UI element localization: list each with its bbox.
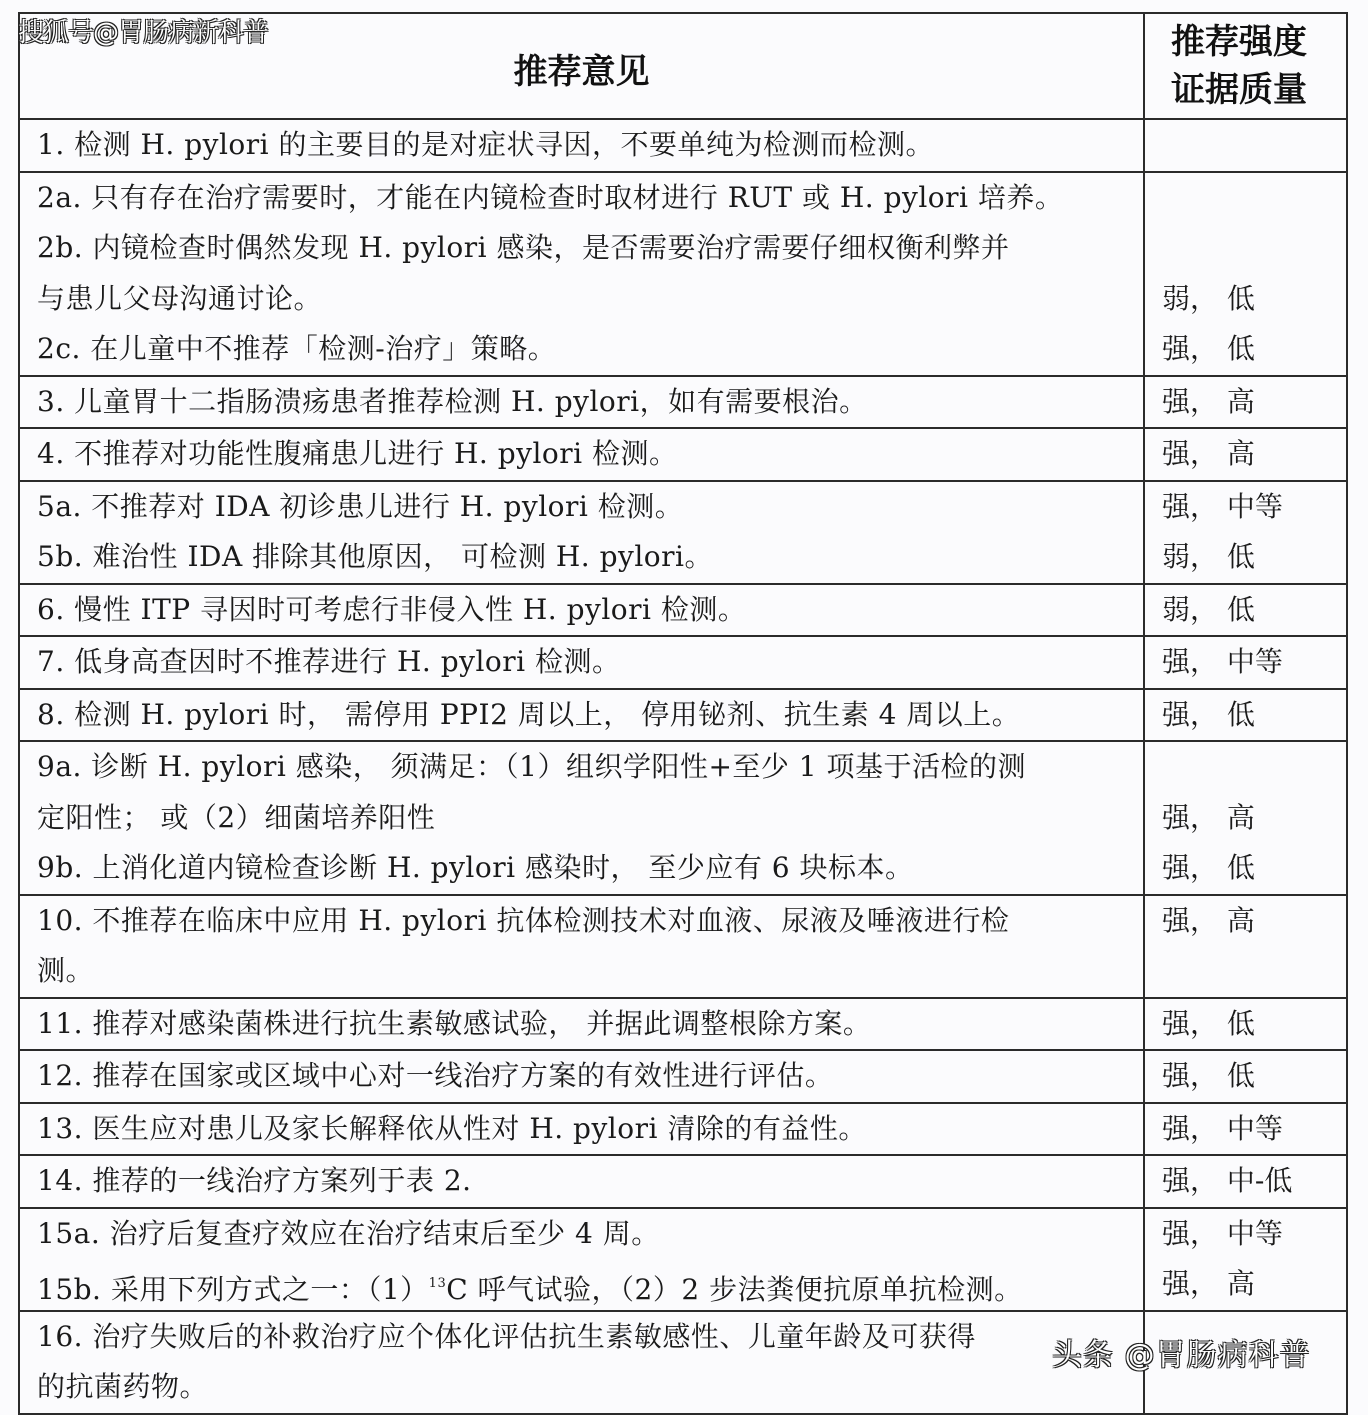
recommendation-cell	[19, 998, 1144, 1051]
recommendation-cell	[19, 1155, 1144, 1208]
grade-cell	[1144, 119, 1347, 172]
recommendation-line: 5b. 难治性 IDA 排除其他原因， 可检测 H. pylori。	[37, 540, 713, 573]
grade-cell	[1144, 895, 1347, 998]
strength-quality-value: 强， 低	[1162, 1059, 1255, 1092]
table-row	[19, 998, 1347, 1051]
recommendation-line: 5a. 不推荐对 IDA 初诊患儿进行 H. pylori 检测。	[37, 489, 684, 523]
isotope-superscript: 13	[428, 1276, 447, 1291]
table-row	[19, 895, 1347, 998]
text-segment: C 呼气试验，（2）2 步法粪便抗原单抗检测。	[446, 1273, 1023, 1306]
recommendation-line: 9b. 上消化道内镜检查诊断 H. pylori 感染时， 至少应有 6 块标本。	[37, 851, 914, 884]
recommendation-cell	[19, 741, 1144, 895]
recommendation-line: 14. 推荐的一线治疗方案列于表 2.	[37, 1164, 472, 1197]
recommendation-table-sheet	[18, 12, 1346, 1415]
strength-quality-value: 强， 低	[1162, 1006, 1255, 1040]
recommendation-line: 12. 推荐在国家或区域中心对一线治疗方案的有效性进行评估。	[37, 1059, 834, 1092]
recommendation-line: 2a. 只有存在治疗需要时，才能在内镜检查时取材进行 RUT 或 H. pylori 培养。	[37, 180, 1064, 214]
strength-quality-value: 强， 低	[1162, 332, 1255, 365]
table-row	[19, 119, 1347, 172]
strength-quality-value	[1145, 173, 1346, 224]
recommendation-cell	[19, 119, 1144, 172]
grade-cell	[1144, 1103, 1347, 1156]
recommendation-cell	[19, 636, 1144, 689]
table-row	[19, 1103, 1347, 1156]
recommendation-line: 13. 医生应对患儿及家长解释依从性对 H. pylori 清除的有益性。	[37, 1111, 867, 1145]
recommendation-cell	[19, 481, 1144, 584]
recommendation-cell	[19, 1311, 1144, 1414]
header-strength: 推荐强度	[1171, 22, 1307, 62]
grade-cell	[1144, 584, 1347, 637]
strength-quality-value: 强， 中等	[1162, 489, 1283, 523]
header-strength-quality	[1144, 13, 1347, 119]
strength-quality-value: 强， 中等	[1162, 645, 1283, 678]
table-row	[19, 1155, 1347, 1208]
recommendation-line: 15a. 治疗后复查疗效应在治疗结束后至少 4 周。	[37, 1216, 660, 1250]
table-row	[19, 1208, 1347, 1311]
recommendation-cell	[19, 1050, 1144, 1103]
grade-cell	[1144, 428, 1347, 481]
grade-cell	[1144, 1208, 1347, 1311]
strength-quality-value: 强， 低	[1162, 697, 1255, 731]
table-row	[19, 481, 1347, 584]
grade-cell	[1144, 1050, 1347, 1103]
recommendation-line: 9a. 诊断 H. pylori 感染， 须满足：（1）组织学阳性+至少 1 项基于活检的测	[37, 750, 1027, 783]
strength-quality-value: 强， 高	[1162, 903, 1255, 937]
recommendation-line: 的抗菌药物。	[37, 1370, 209, 1403]
table-row	[19, 741, 1347, 895]
recommendation-line: 3. 儿童胃十二指肠溃疡患者推荐检测 H. pylori，如有需要根治。	[37, 384, 868, 418]
strength-quality-value	[1145, 946, 1346, 997]
strength-quality-value: 强， 中等	[1162, 1111, 1283, 1145]
strength-quality-value: 强， 高	[1162, 384, 1255, 418]
strength-quality-value	[1145, 223, 1346, 274]
watermark-top-left: 搜狐号@胃肠病新科普	[18, 18, 269, 48]
recommendation-line: 定阳性； 或（2）细菌培养阳性	[37, 800, 436, 834]
strength-quality-value: 弱， 低	[1162, 592, 1255, 626]
recommendation-line: 16. 治疗失败后的补救治疗应个体化评估抗生素敏感性、儿童年龄及可获得	[37, 1319, 976, 1353]
table-row	[19, 636, 1347, 689]
recommendation-cell	[19, 689, 1144, 742]
strength-quality-value: 强， 高	[1162, 1267, 1255, 1300]
grade-cell	[1144, 998, 1347, 1051]
strength-quality-value: 强， 高	[1162, 800, 1255, 834]
recommendation-cell	[19, 428, 1144, 481]
grade-cell	[1144, 172, 1347, 376]
strength-quality-value: 强， 低	[1162, 851, 1255, 884]
grade-cell	[1144, 376, 1347, 429]
table-row	[19, 428, 1347, 481]
recommendation-table	[18, 12, 1348, 1415]
header-recommendation: 推荐意见	[19, 13, 1144, 119]
recommendation-line: 7. 低身高查因时不推荐进行 H. pylori 检测。	[37, 645, 621, 678]
recommendation-cell	[19, 1208, 1144, 1311]
strength-quality-value	[1145, 742, 1346, 793]
table-row	[19, 172, 1347, 376]
recommendation-line: 8. 检测 H. pylori 时， 需停用 PPI2 周以上， 停用铋剂、抗生素 4 周以上。	[37, 697, 1021, 731]
grade-cell	[1144, 481, 1347, 584]
strength-quality-value: 强， 高	[1162, 437, 1255, 470]
grade-cell	[1144, 1155, 1347, 1208]
recommendation-line: 2c. 在儿童中不推荐「检测-治疗」策略。	[37, 332, 557, 365]
watermark-bottom-right: 头条 @胃肠病科普	[1052, 1338, 1311, 1373]
recommendation-line: 与患儿父母沟通讨论。	[37, 281, 323, 315]
recommendation-line: 11. 推荐对感染菌株进行抗生素敏感试验， 并据此调整根除方案。	[37, 1006, 872, 1040]
table-row	[19, 689, 1347, 742]
recommendation-line: 10. 不推荐在临床中应用 H. pylori 抗体检测技术对血液、尿液及唾液进行检	[37, 903, 1010, 937]
grade-cell	[1144, 741, 1347, 895]
strength-quality-value: 弱， 低	[1162, 540, 1255, 573]
strength-quality-value: 强， 中-低	[1162, 1164, 1293, 1197]
recommendation-line	[20, 1259, 1143, 1310]
table-row	[19, 376, 1347, 429]
header-quality: 证据质量	[1171, 70, 1307, 110]
recommendation-line: 6. 慢性 ITP 寻因时可考虑行非侵入性 H. pylori 检测。	[37, 592, 747, 626]
recommendation-cell	[19, 895, 1144, 998]
grade-cell	[1144, 636, 1347, 689]
recommendation-cell	[19, 376, 1144, 429]
strength-quality-value	[1145, 120, 1346, 171]
recommendation-cell	[19, 172, 1144, 376]
table-row	[19, 1050, 1347, 1103]
table-row	[19, 584, 1347, 637]
recommendation-line: 4. 不推荐对功能性腹痛患儿进行 H. pylori 检测。	[37, 437, 678, 470]
recommendation-cell	[19, 1103, 1144, 1156]
grade-cell	[1144, 689, 1347, 742]
text-segment: 15b. 采用下列方式之一：（1）	[37, 1273, 429, 1306]
recommendation-cell	[19, 584, 1144, 637]
recommendation-line: 1. 检测 H. pylori 的主要目的是对症状寻因，不要单纯为检测而检测。	[37, 128, 935, 161]
recommendation-line: 测。	[37, 954, 95, 987]
table-body	[19, 119, 1347, 1414]
strength-quality-value: 强， 中等	[1162, 1216, 1283, 1250]
strength-quality-value: 弱， 低	[1162, 281, 1255, 315]
recommendation-line: 2b. 内镜检查时偶然发现 H. pylori 感染，是否需要治疗需要仔细权衡利弊并	[37, 231, 1010, 264]
